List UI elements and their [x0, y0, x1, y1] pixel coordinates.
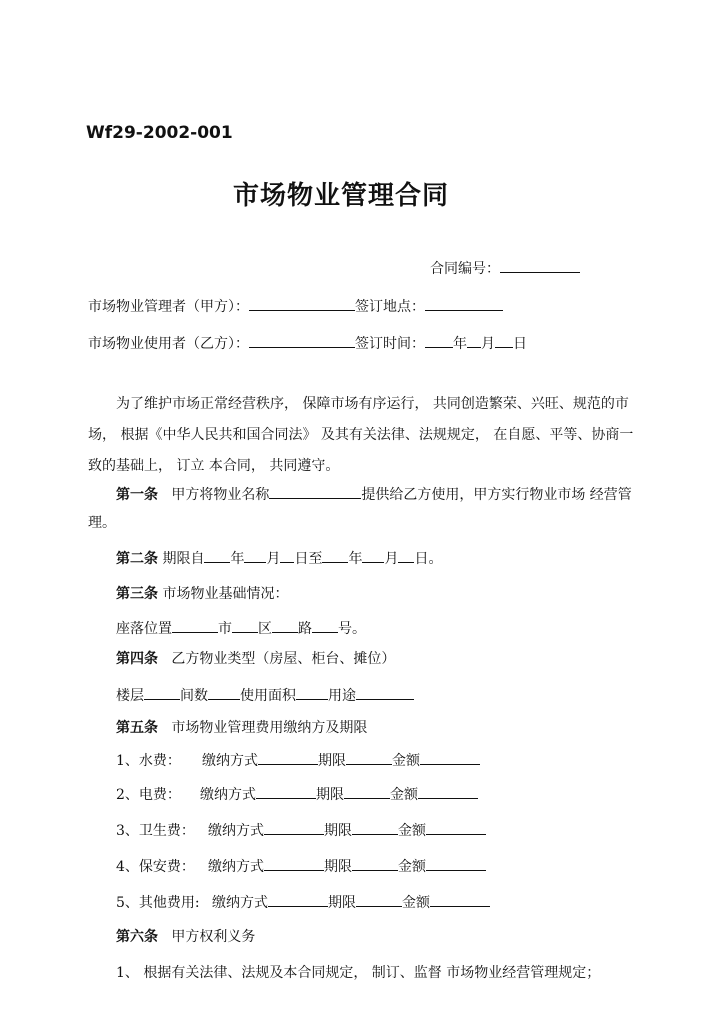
- start-day-field[interactable]: [280, 548, 294, 563]
- fee-row-other: [116, 892, 490, 912]
- end-year-unit: 年: [348, 551, 363, 567]
- rooms-field[interactable]: [208, 685, 240, 700]
- article-2: [116, 548, 442, 568]
- page-title: 市场物业管理合同: [233, 181, 450, 211]
- fee-label: 1、水费：: [116, 753, 181, 769]
- pay-method-field[interactable]: [256, 784, 316, 799]
- fee-label: 5、其他费用:: [116, 895, 200, 911]
- party-a-field[interactable]: [249, 296, 355, 311]
- sign-day-field[interactable]: [495, 333, 513, 348]
- party-a-label: 市场物业管理者（甲方）：: [88, 299, 249, 315]
- article-6-item-1: 1、 根据有关法律、法规及本合同规定， 制订、监督 市场物业经营管理规定；: [116, 965, 601, 981]
- article-6-head: 第六条: [116, 929, 158, 945]
- area-label: 使用面积: [240, 688, 296, 704]
- fee-label: 2、电费：: [116, 787, 181, 803]
- article-2-end: 日。: [414, 551, 443, 567]
- pay-period-label: 期限: [316, 787, 344, 803]
- city-unit: 市: [218, 621, 232, 637]
- use-label: 用途: [328, 688, 356, 704]
- party-b-label: 市场物业使用者（乙方）：: [88, 336, 249, 352]
- party-b-field[interactable]: [249, 333, 355, 348]
- pay-method-label: 缴纳方式: [208, 859, 264, 875]
- city-field[interactable]: [232, 618, 258, 633]
- sign-month-field[interactable]: [467, 333, 481, 348]
- fee-row-security: [116, 856, 486, 876]
- article-4-text: 乙方物业类型（房屋、柜台、摊位）: [171, 651, 396, 667]
- pay-amount-field[interactable]: [426, 856, 486, 871]
- end-month-field[interactable]: [362, 548, 384, 563]
- fee-label: 4、保安费：: [116, 859, 195, 875]
- end-month-unit: 月: [384, 551, 399, 567]
- pay-amount-label: 金额: [402, 895, 430, 911]
- pay-period-field[interactable]: [352, 856, 398, 871]
- party-a-row: [88, 296, 503, 316]
- pay-method-field[interactable]: [258, 750, 318, 765]
- article-2-mid: 日至: [294, 551, 323, 567]
- article-3-text: 市场物业基础情况：: [162, 586, 289, 602]
- article-5: [116, 719, 367, 737]
- pay-period-label: 期限: [328, 895, 356, 911]
- district-unit: 区: [258, 621, 272, 637]
- pay-amount-label: 金额: [398, 859, 426, 875]
- pay-method-field[interactable]: [264, 820, 324, 835]
- sign-place-label: 签订地点：: [355, 299, 425, 315]
- pay-period-field[interactable]: [346, 750, 392, 765]
- article-3: [116, 585, 288, 603]
- article-1: [116, 484, 632, 504]
- pay-method-label: 缴纳方式: [202, 753, 258, 769]
- sign-time-label: 签订时间：: [355, 336, 425, 352]
- article-5-head: 第五条: [116, 720, 158, 736]
- rooms-label: 间数: [180, 688, 208, 704]
- article-6: [116, 928, 255, 946]
- start-year-field[interactable]: [204, 548, 230, 563]
- pay-amount-field[interactable]: [426, 820, 486, 835]
- pay-method-label: 缴纳方式: [212, 895, 268, 911]
- pay-amount-field[interactable]: [418, 784, 478, 799]
- location-label: 座落位置: [116, 621, 172, 637]
- pay-period-field[interactable]: [344, 784, 390, 799]
- contract-no-label: 合同编号：: [430, 261, 500, 277]
- floor-label: 楼层: [116, 688, 144, 704]
- article-5-text: 市场物业管理费用缴纳方及期限: [171, 720, 368, 736]
- use-field[interactable]: [356, 685, 414, 700]
- article-2-head: 第二条: [116, 551, 158, 567]
- fee-row-electric: [116, 784, 478, 804]
- location-row: [116, 618, 366, 638]
- pay-amount-label: 金额: [398, 823, 426, 839]
- pay-period-label: 期限: [318, 753, 346, 769]
- pay-amount-label: 金额: [390, 787, 418, 803]
- pay-period-label: 期限: [324, 823, 352, 839]
- article-1-head: 第一条: [116, 487, 158, 503]
- start-month-field[interactable]: [244, 548, 266, 563]
- pay-period-field[interactable]: [352, 820, 398, 835]
- contract-no-row: [430, 258, 580, 278]
- district-field[interactable]: [272, 618, 298, 633]
- fee-row-water: [116, 750, 480, 770]
- pay-period-label: 期限: [324, 859, 352, 875]
- contract-no-field[interactable]: [500, 258, 580, 273]
- fee-row-sanitation: [116, 820, 486, 840]
- sign-year-field[interactable]: [425, 333, 453, 348]
- area-field[interactable]: [296, 685, 328, 700]
- start-month-unit: 月: [266, 551, 281, 567]
- end-year-field[interactable]: [322, 548, 348, 563]
- sign-year-unit: 年: [453, 336, 467, 352]
- road-unit: 路: [298, 621, 312, 637]
- sign-day-unit: 日: [513, 336, 527, 352]
- party-b-row: [88, 333, 527, 353]
- preamble-paragraph: 为了维护市场正常经营秩序， 保障市场有序运行， 共同创造繁荣、兴旺、规范的市场， 根据《中华人民共和国合同法》 及其有关法律、法规规定， 在自愿、平等、协商一致的基础上， 订立 本合同， 共同遵守。: [88, 396, 634, 474]
- article-3-head: 第三条: [116, 586, 158, 602]
- article-6-text: 甲方权利义务: [171, 929, 256, 945]
- sign-place-field[interactable]: [425, 296, 503, 311]
- article-1-text-a: 甲方将物业名称: [171, 487, 270, 503]
- pay-amount-field[interactable]: [420, 750, 480, 765]
- property-type-row: [116, 685, 414, 705]
- fee-label: 3、卫生费：: [116, 823, 195, 839]
- article-2-text-a: 期限自: [162, 551, 205, 567]
- location-field[interactable]: [172, 618, 218, 633]
- pay-method-label: 缴纳方式: [208, 823, 264, 839]
- pay-method-field[interactable]: [268, 892, 328, 907]
- pay-amount-field[interactable]: [430, 892, 490, 907]
- start-year-unit: 年: [230, 551, 245, 567]
- road-field[interactable]: [312, 618, 338, 633]
- floor-field[interactable]: [144, 685, 180, 700]
- article-1-cont: 理。: [88, 515, 116, 531]
- article-4-head: 第四条: [116, 651, 158, 667]
- article-4: [116, 650, 395, 668]
- sign-month-unit: 月: [481, 336, 495, 352]
- property-name-field[interactable]: [269, 484, 361, 499]
- end-day-field[interactable]: [398, 548, 414, 563]
- doc-code: Wf29-2002-001: [86, 123, 233, 143]
- pay-method-label: 缴纳方式: [200, 787, 256, 803]
- article-1-text-b: 提供给乙方使用，甲方实行物业市场 经营管: [361, 487, 632, 503]
- pay-period-field[interactable]: [356, 892, 402, 907]
- pay-method-field[interactable]: [264, 856, 324, 871]
- number-unit: 号。: [338, 621, 366, 637]
- pay-amount-label: 金额: [392, 753, 420, 769]
